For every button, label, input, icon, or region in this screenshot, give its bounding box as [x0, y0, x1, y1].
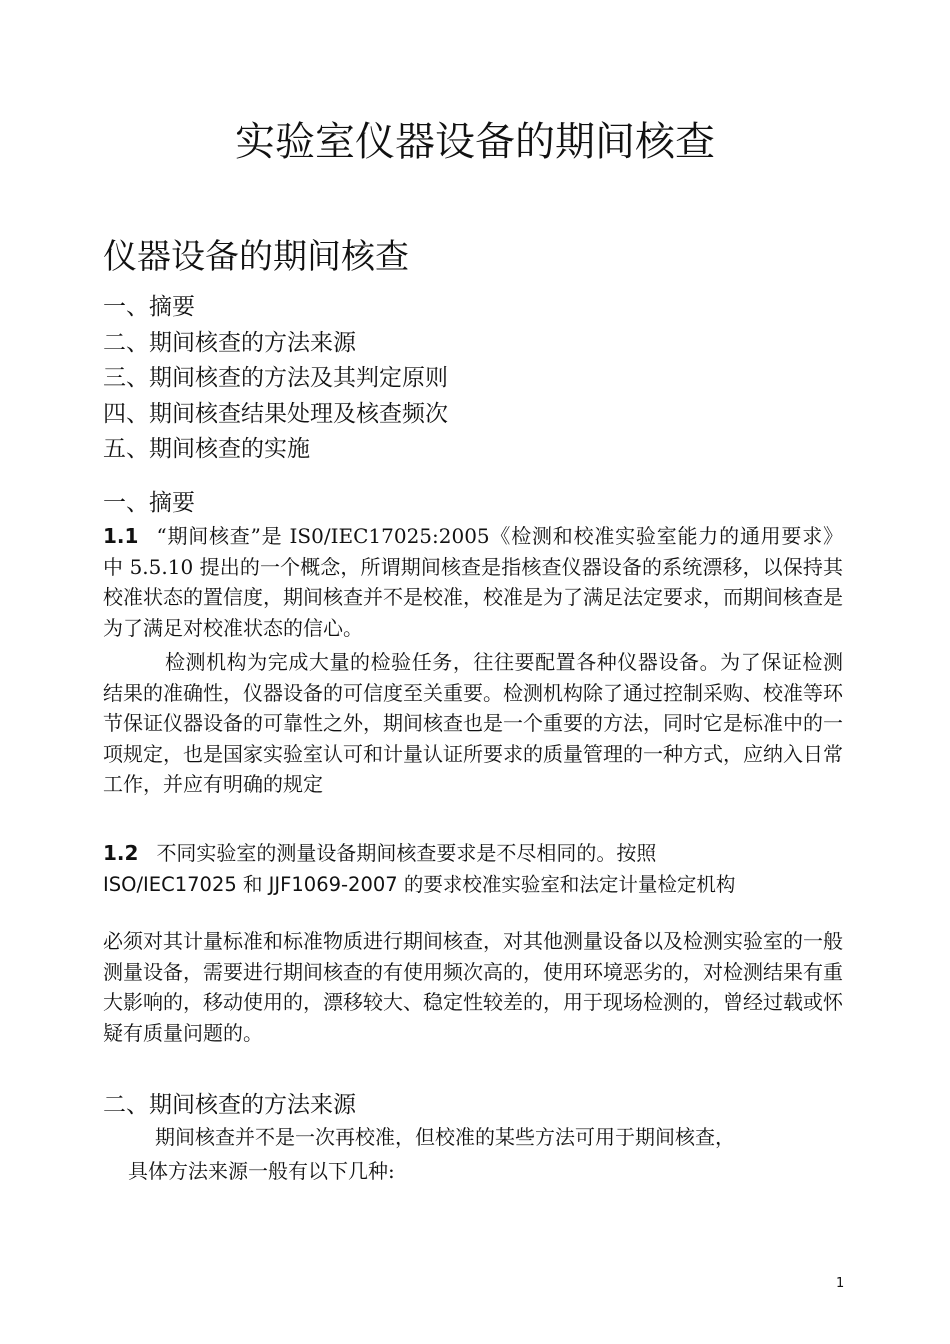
paragraph-text: 不同实验室的测量设备期间核查要求是不尽相同的。按照: [156, 841, 657, 865]
toc-item: 四、期间核查结果处理及核查频次: [103, 400, 448, 427]
paragraph-body: 检测机构为完成大量的检验任务，往往要配置各种仪器设备。为了保证检测结果的准确性，仪器设备的可信度至关重要。检测机构除了通过控制采购、校准等环节保证仪器设备的可靠性之外，期间核查也是一个重要的方法，同时它是标准中的一项规定，也是国家实验室认可和计量认证所要求的质量管理的一种方式，应纳入日常工作，并应有明确的规定: [103, 650, 843, 797]
clause-number: 1.1: [103, 524, 139, 548]
clause-number: 1.2: [103, 841, 139, 865]
paragraph-1-1: [103, 521, 843, 643]
paragraph-text: ISO/IEC17025 和 JJF1069-2007 的要求校准实验室和法定计量检定机构: [103, 873, 736, 896]
section-title: 仪器设备的期间核查: [103, 237, 409, 277]
paragraph-text: “期间核查”是 IS0/IEC17025:2005《检测和校准实验室能力的通用要求》中 5.5.10 提出的一个概念，所谓期间核查是指核查仪器设备的系统漂移，以保持其校准状态的置信度，期间核查并不是校准，校准是为了满足法定要求，而期间核查是为了满足对校准状态的信心。: [103, 524, 843, 640]
paragraph-text: 具体方法来源一般有以下几种:: [128, 1159, 395, 1183]
toc-item: 三、期间核查的方法及其判定原则: [103, 365, 448, 391]
section1-heading: 一、摘要: [103, 490, 195, 516]
section2-heading: 二、期间核查的方法来源: [103, 1092, 356, 1118]
paragraph-1-2: [103, 838, 843, 869]
table-of-contents: [103, 290, 448, 468]
toc-item: 五、期间核查的实施: [103, 436, 310, 462]
paragraph-text: 期间核查并不是一次再校准，但校准的某些方法可用于期间核查，: [155, 1125, 735, 1149]
page-number: 1: [836, 1276, 845, 1291]
paragraph-body: 必须对其计量标准和标准物质进行期间核查，对其他测量设备以及检测实验室的一般测量设备，需要进行期间核查的有使用频次高的，使用环境恶劣的，对检测结果有重大影响的，移动使用的，漂移较大、稳定性较差的，用于现场检测的，曾经过载或怀疑有质量问题的。: [103, 929, 843, 1045]
toc-item: 二、期间核查的方法来源: [103, 329, 356, 356]
document-title: 实验室仪器设备的期间核查: [235, 119, 715, 165]
toc-item: 一、摘要: [103, 294, 195, 320]
